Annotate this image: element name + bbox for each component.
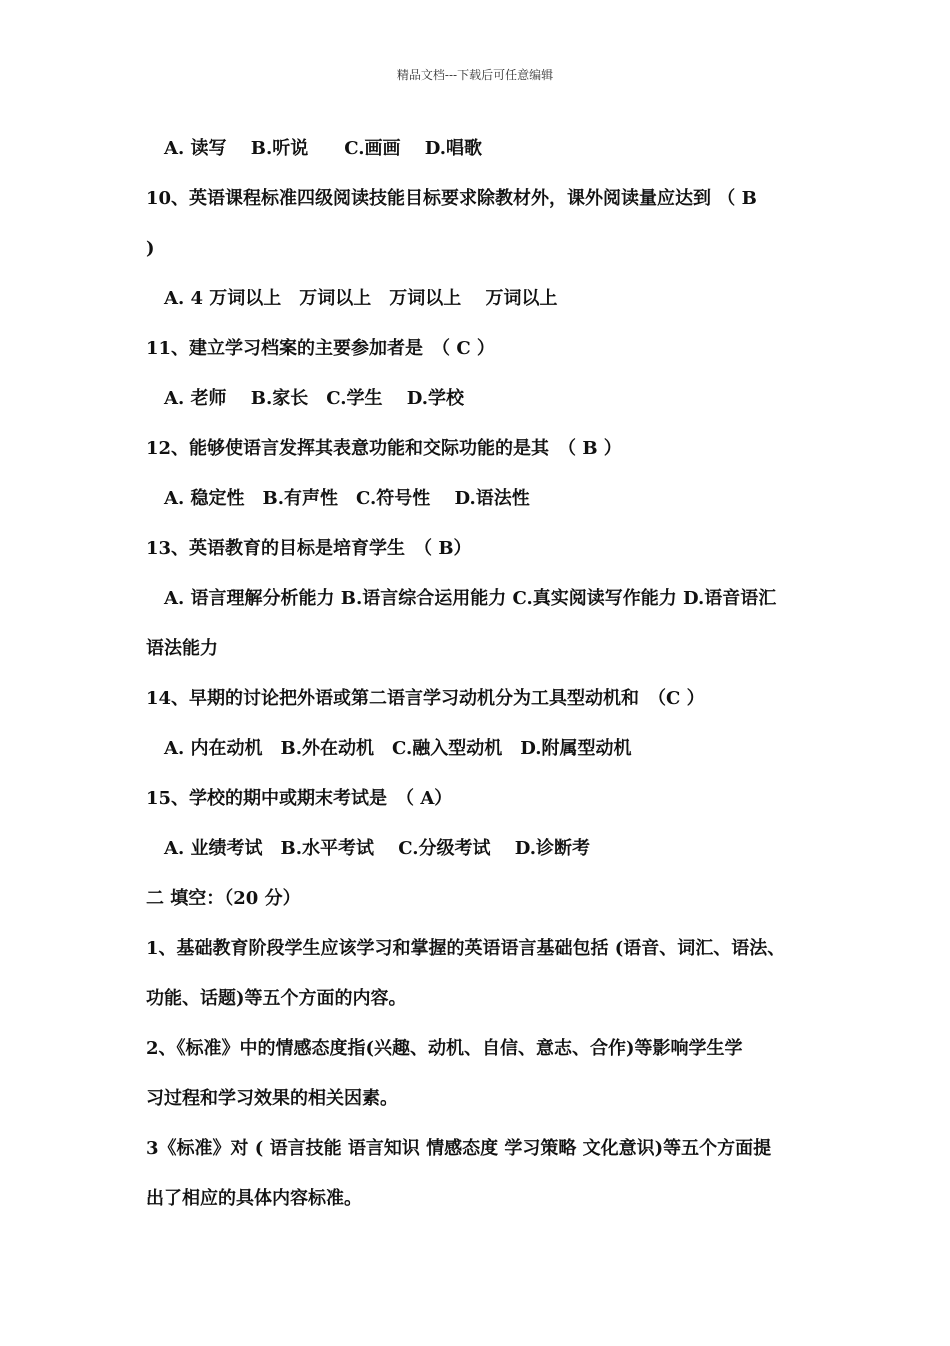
q10-question-cont: ) bbox=[146, 238, 155, 259]
q12-options: A. 稳定性 B.有声性 C.符号性 D.语法性 bbox=[164, 488, 530, 509]
q13-question: 13、英语教育的目标是培育学生 （ B） bbox=[146, 538, 472, 559]
q10-options: A. 4 万词以上 万词以上 万词以上 万词以上 bbox=[164, 288, 558, 309]
fill-3-cont: 出了相应的具体内容标准。 bbox=[146, 1188, 362, 1209]
q15-question: 15、学校的期中或期末考试是 （ A） bbox=[146, 788, 453, 809]
q13-options-cont: 语法能力 bbox=[146, 638, 218, 659]
q12-question: 12、能够使语言发挥其表意功能和交际功能的是其 （ B ） bbox=[146, 438, 622, 459]
fill-1: 1、基础教育阶段学生应该学习和掌握的英语语言基础包括 (语音、词汇、语法、 bbox=[146, 938, 786, 959]
fill-1-cont: 功能、话题)等五个方面的内容。 bbox=[146, 988, 407, 1009]
q11-options: A. 老师 B.家长 C.学生 D.学校 bbox=[164, 388, 465, 409]
q11-question: 11、建立学习档案的主要参加者是 （ C ） bbox=[146, 338, 495, 359]
q10-question: 10、英语课程标准四级阅读技能目标要求除教材外，课外阅读量应达到 （ B bbox=[146, 188, 757, 209]
section-title-fill-in: 二 填空：（20 分） bbox=[146, 888, 301, 909]
fill-2-cont: 习过程和学习效果的相关因素。 bbox=[146, 1088, 398, 1109]
q9-options: A. 读写 B.听说 C.画画 D.唱歌 bbox=[164, 138, 483, 159]
q15-options: A. 业绩考试 B.水平考试 C.分级考试 D.诊断考 bbox=[164, 838, 591, 859]
fill-3: 3《标准》对 ( 语言技能 语言知识 情感态度 学习策略 文化意识)等五个方面提 bbox=[146, 1138, 772, 1159]
page-header: 精品文档---下载后可任意编辑 bbox=[396, 68, 554, 82]
fill-2: 2、《标准》中的情感态度指(兴趣、动机、自信、意志、合作)等影响学生学 bbox=[146, 1038, 743, 1059]
q13-options: A. 语言理解分析能力 B.语言综合运用能力 C.真实阅读写作能力 D.语音语汇 bbox=[164, 588, 777, 609]
q14-question: 14、早期的讨论把外语或第二语言学习动机分为工具型动机和 （C ） bbox=[146, 688, 705, 709]
q14-options: A. 内在动机 B.外在动机 C.融入型动机 D.附属型动机 bbox=[164, 738, 632, 759]
